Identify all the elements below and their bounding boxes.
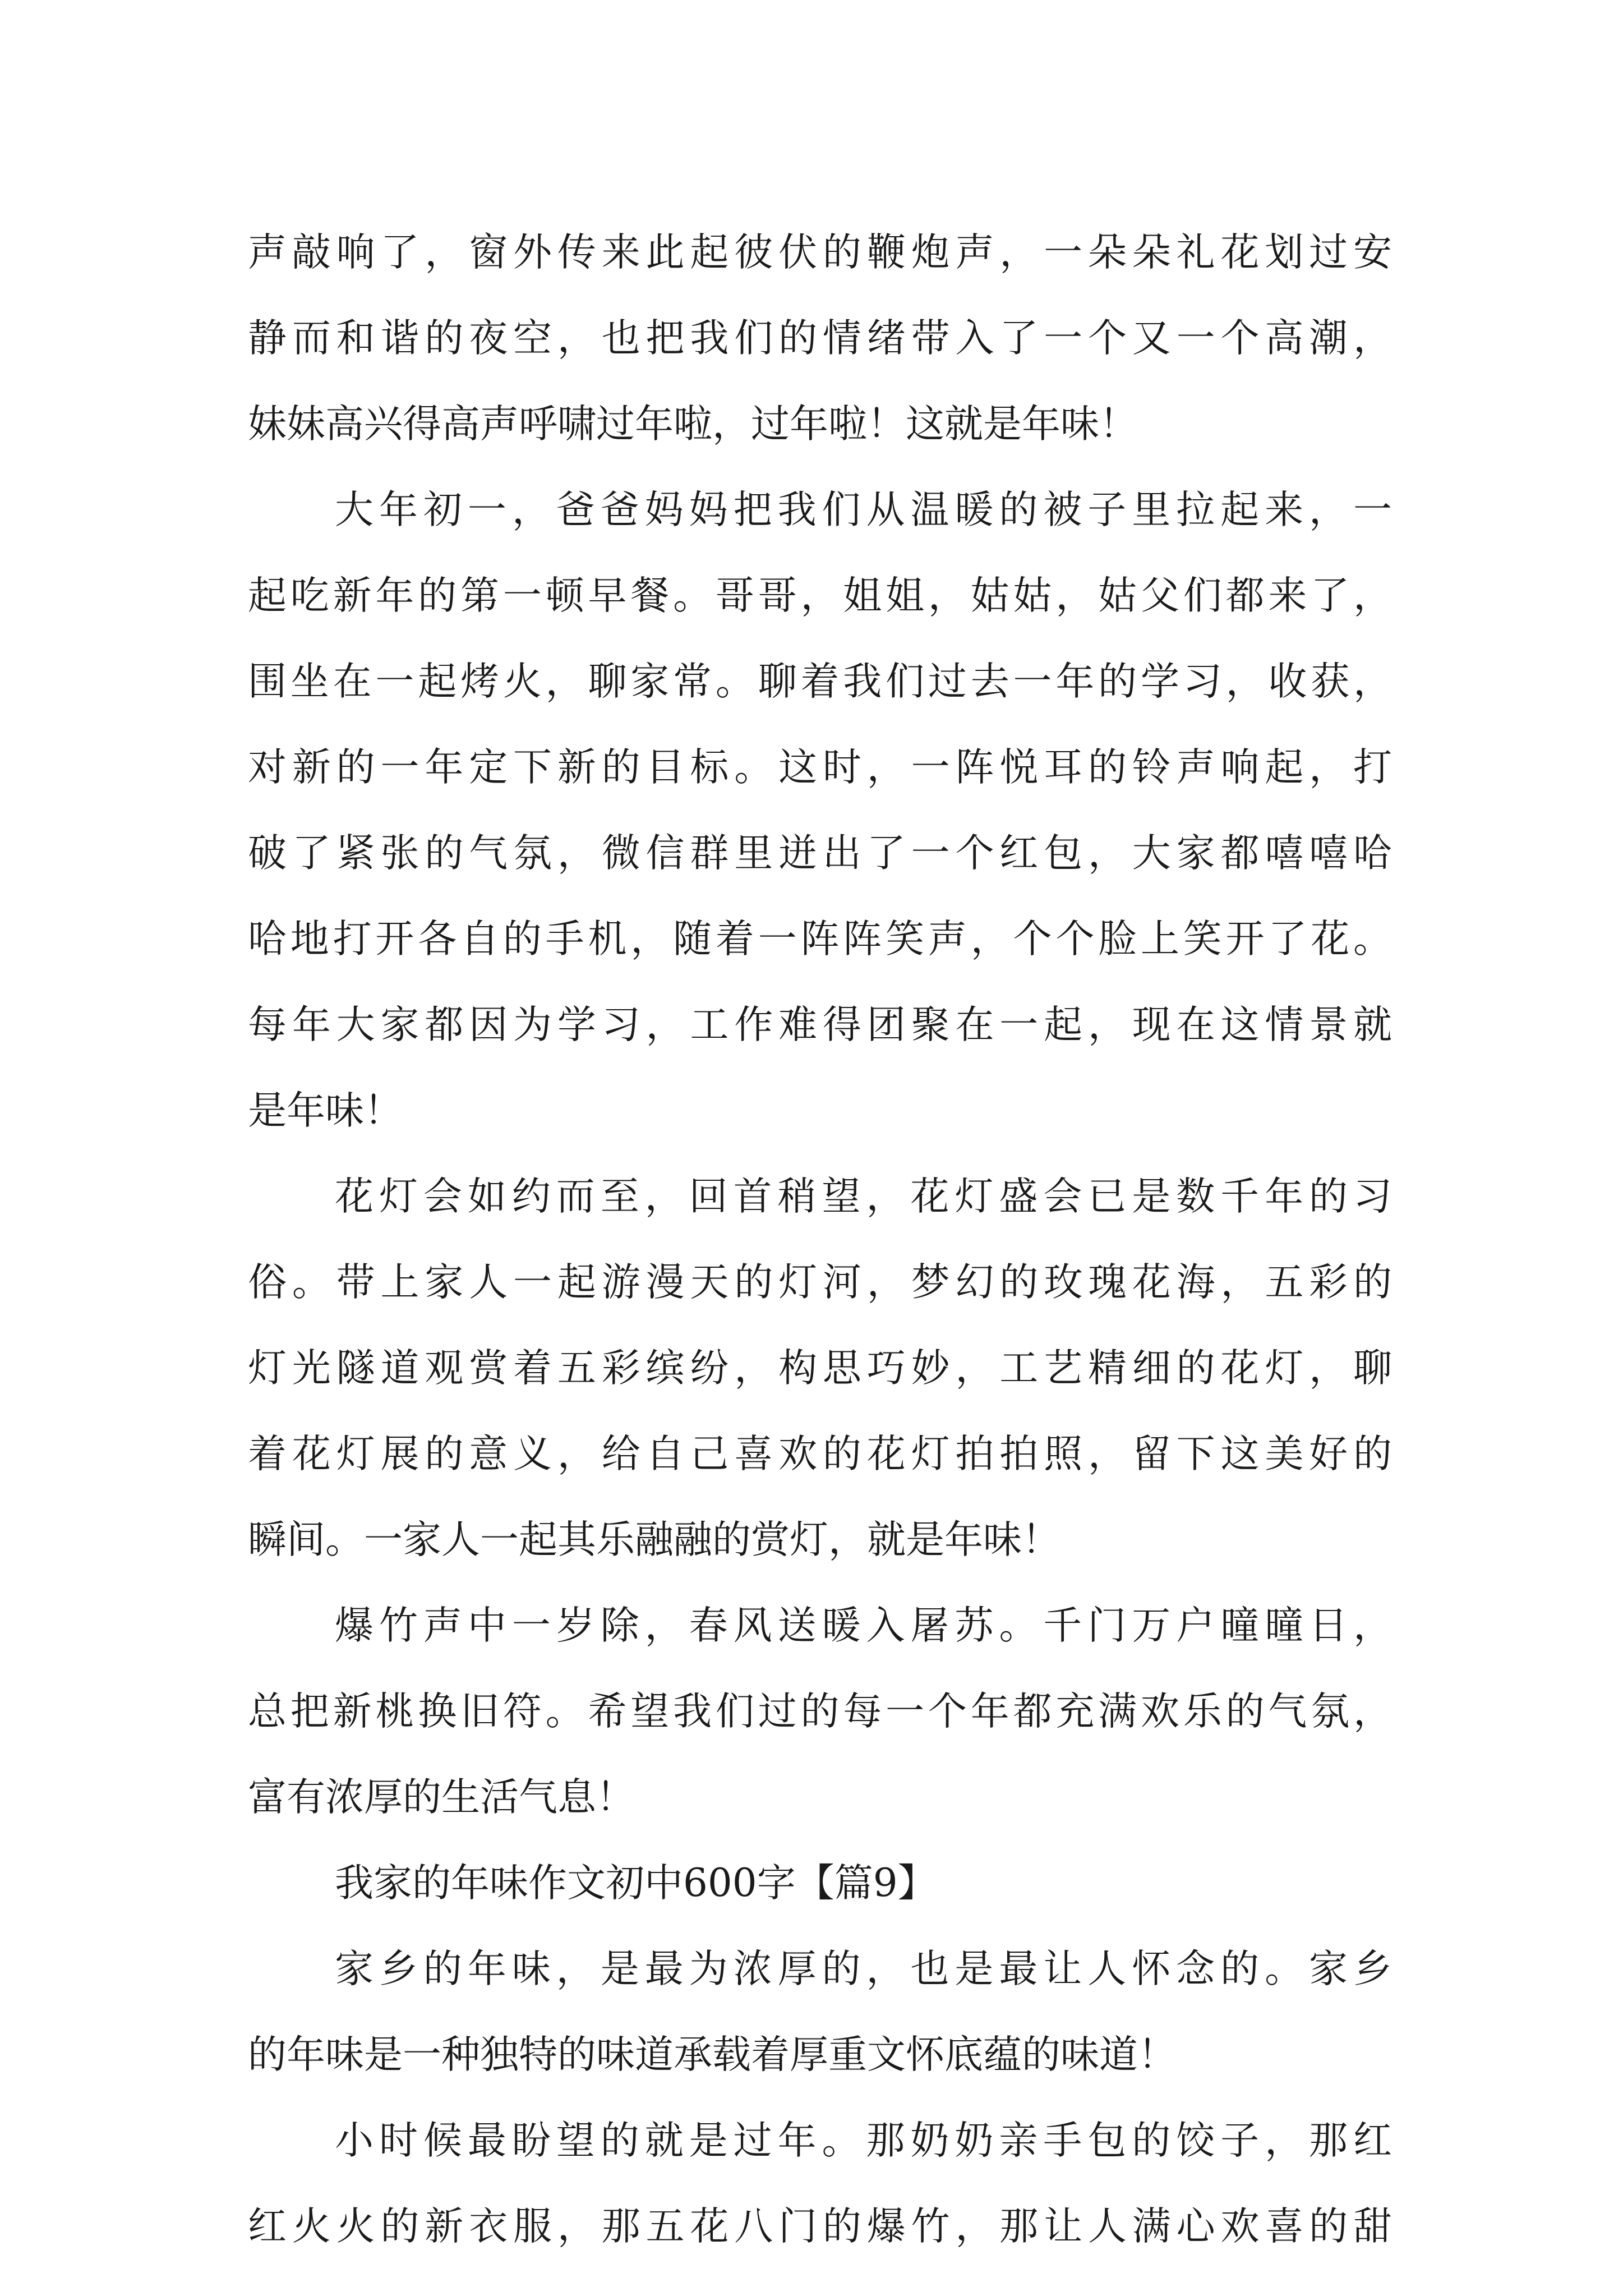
essay-body: [248, 210, 1392, 2270]
text-line: 妹妹高兴得高声呼啸过年啦，过年啦！这就是年味！: [248, 402, 1138, 447]
text-line: 俗。带上家人一起游漫天的灯河，梦幻的玫瑰花海，五彩的: [248, 1260, 1392, 1305]
text-line: 总把新桃换旧符。希望我们过的每一个年都充满欢乐的气氛，: [248, 1689, 1392, 1734]
text-line: 灯光隧道观赏着五彩缤纷，构思巧妙，工艺精细的花灯，聊: [248, 1346, 1392, 1391]
text-line: 的年味是一种独特的味道承载着厚重文怀底蕴的味道！: [248, 2032, 1177, 2077]
text-line: 破了紧张的气氛，微信群里迸出了一个红包，大家都嘻嘻哈: [248, 831, 1392, 876]
text-line: 红火火的新衣服，那五花八门的爆竹，那让人满心欢喜的甜: [248, 2204, 1392, 2249]
text-line: 是年味！: [248, 1088, 403, 1133]
text-line: 瞬间。一家人一起其乐融融的赏灯，就是年味！: [248, 1517, 1061, 1562]
text-line: 声敲响了，窗外传来此起彼伏的鞭炮声，一朵朵礼花划过安: [248, 230, 1392, 275]
text-line: 对新的一年定下新的目标。这时，一阵悦耳的铃声响起，打: [248, 745, 1392, 790]
text-line: 着花灯展的意义，给自己喜欢的花灯拍拍照，留下这美好的: [248, 1432, 1392, 1476]
text-line: 起吃新年的第一顿早餐。哥哥，姐姐，姑姑，姑父们都来了，: [248, 573, 1392, 618]
text-line: 静而和谐的夜空，也把我们的情绪带入了一个又一个高潮，: [248, 316, 1392, 361]
text-line: 花灯会如约而至，回首稍望，花灯盛会已是数千年的习: [335, 1174, 1392, 1219]
text-line: 富有浓厚的生活气息！: [248, 1775, 635, 1820]
text-line: 围坐在一起烤火，聊家常。聊着我们过去一年的学习，收获，: [248, 659, 1392, 704]
text-line: 小时候最盼望的就是过年。那奶奶亲手包的饺子，那红: [335, 2118, 1392, 2163]
text-line: 爆竹声中一岁除，春风送暖入屠苏。千门万户曈曈日，: [335, 1603, 1392, 1648]
text-line: 大年初一，爸爸妈妈把我们从温暖的被子里拉起来，一: [335, 487, 1392, 532]
text-line: 哈地打开各自的手机，随着一阵阵笑声，个个脸上笑开了花。: [248, 917, 1392, 961]
section-heading: 我家的年味作文初中600字【篇9】: [335, 1861, 937, 1906]
text-line: 家乡的年味，是最为浓厚的，也是最让人怀念的。家乡: [335, 1947, 1392, 1991]
text-line: 每年大家都因为学习，工作难得团聚在一起，现在这情景就: [248, 1002, 1392, 1047]
